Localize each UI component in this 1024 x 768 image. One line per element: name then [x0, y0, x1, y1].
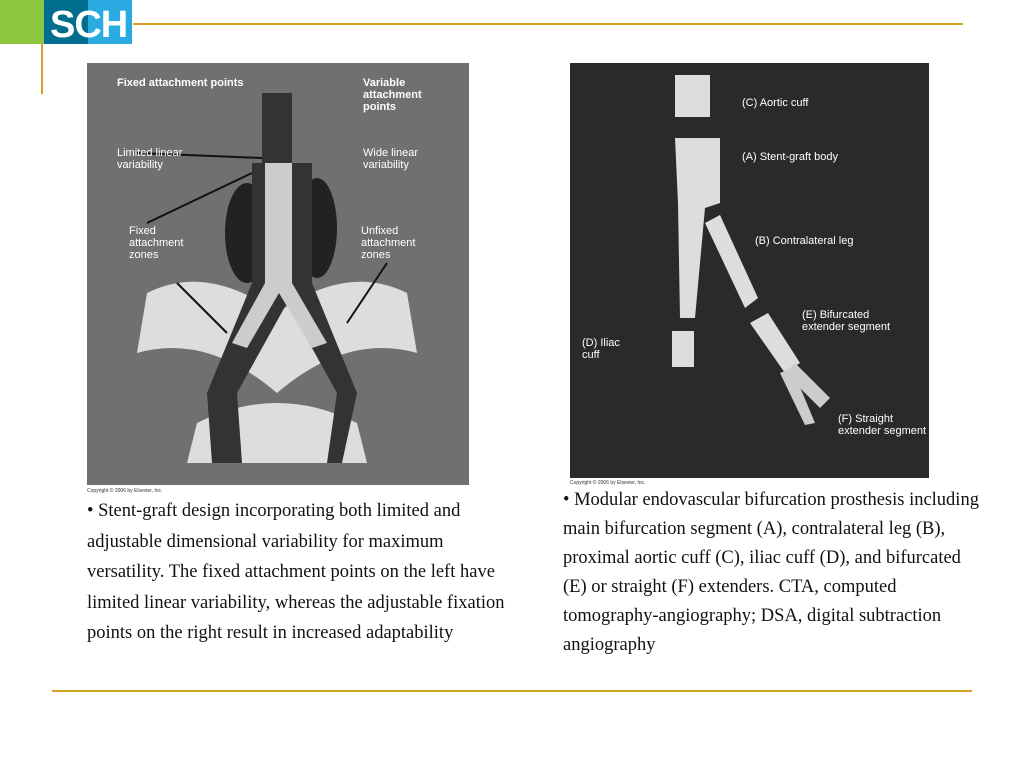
- label-a: (A) Stent-graft body: [742, 151, 838, 163]
- left-caption: • Stent-graft design incorporating both limited and adjustable dimensional variability for maximum versatility. The fixed attachment points on the left have limited linear variability, whereas the adjustable fixation points on the right result in increased adaptability: [87, 501, 505, 643]
- label-c: (C) Aortic cuff: [742, 97, 809, 109]
- label-d: (D) Iliac cuff: [582, 337, 620, 361]
- logo-text: SCH: [50, 4, 128, 46]
- stent-graft-diagram: [87, 63, 469, 485]
- bottom-divider: [52, 690, 972, 692]
- prosthesis-photo: [570, 63, 929, 478]
- label-variable-points: Variable attachment points: [363, 77, 422, 113]
- label-unfixed-zones: Unfixed attachment zones: [361, 225, 416, 261]
- label-wide: Wide linear variability: [363, 147, 419, 171]
- label-e: (E) Bifurcated extender segment: [802, 309, 891, 333]
- label-f: (F) Straight extender segment: [838, 413, 927, 437]
- label-limited: Limited linear variability: [117, 147, 183, 171]
- vertical-accent: [41, 44, 43, 94]
- right-caption: • Modular endovascular bifurcation prosthesis including main bifurcation segment (A), contralateral leg (B), proximal aortic cuff (C), iliac cuff (D), and bifurcated (E) or straight (F) extenders. CTA, computed tomography-angiography; DSA, digital subtraction angiography: [563, 490, 979, 655]
- diagram-graphic: [87, 63, 469, 485]
- top-divider: [133, 23, 963, 25]
- logo-green: [0, 0, 44, 44]
- left-copyright: Copyright © 2006 by Elsevier, Inc.: [87, 488, 163, 494]
- label-fixed-zones: Fixed attachment zones: [129, 225, 184, 261]
- label-b: (B) Contralateral leg: [755, 235, 854, 247]
- label-fixed-points: Fixed attachment points: [117, 77, 244, 89]
- right-copyright: Copyright © 2006 by Elsevier, Inc.: [570, 480, 646, 486]
